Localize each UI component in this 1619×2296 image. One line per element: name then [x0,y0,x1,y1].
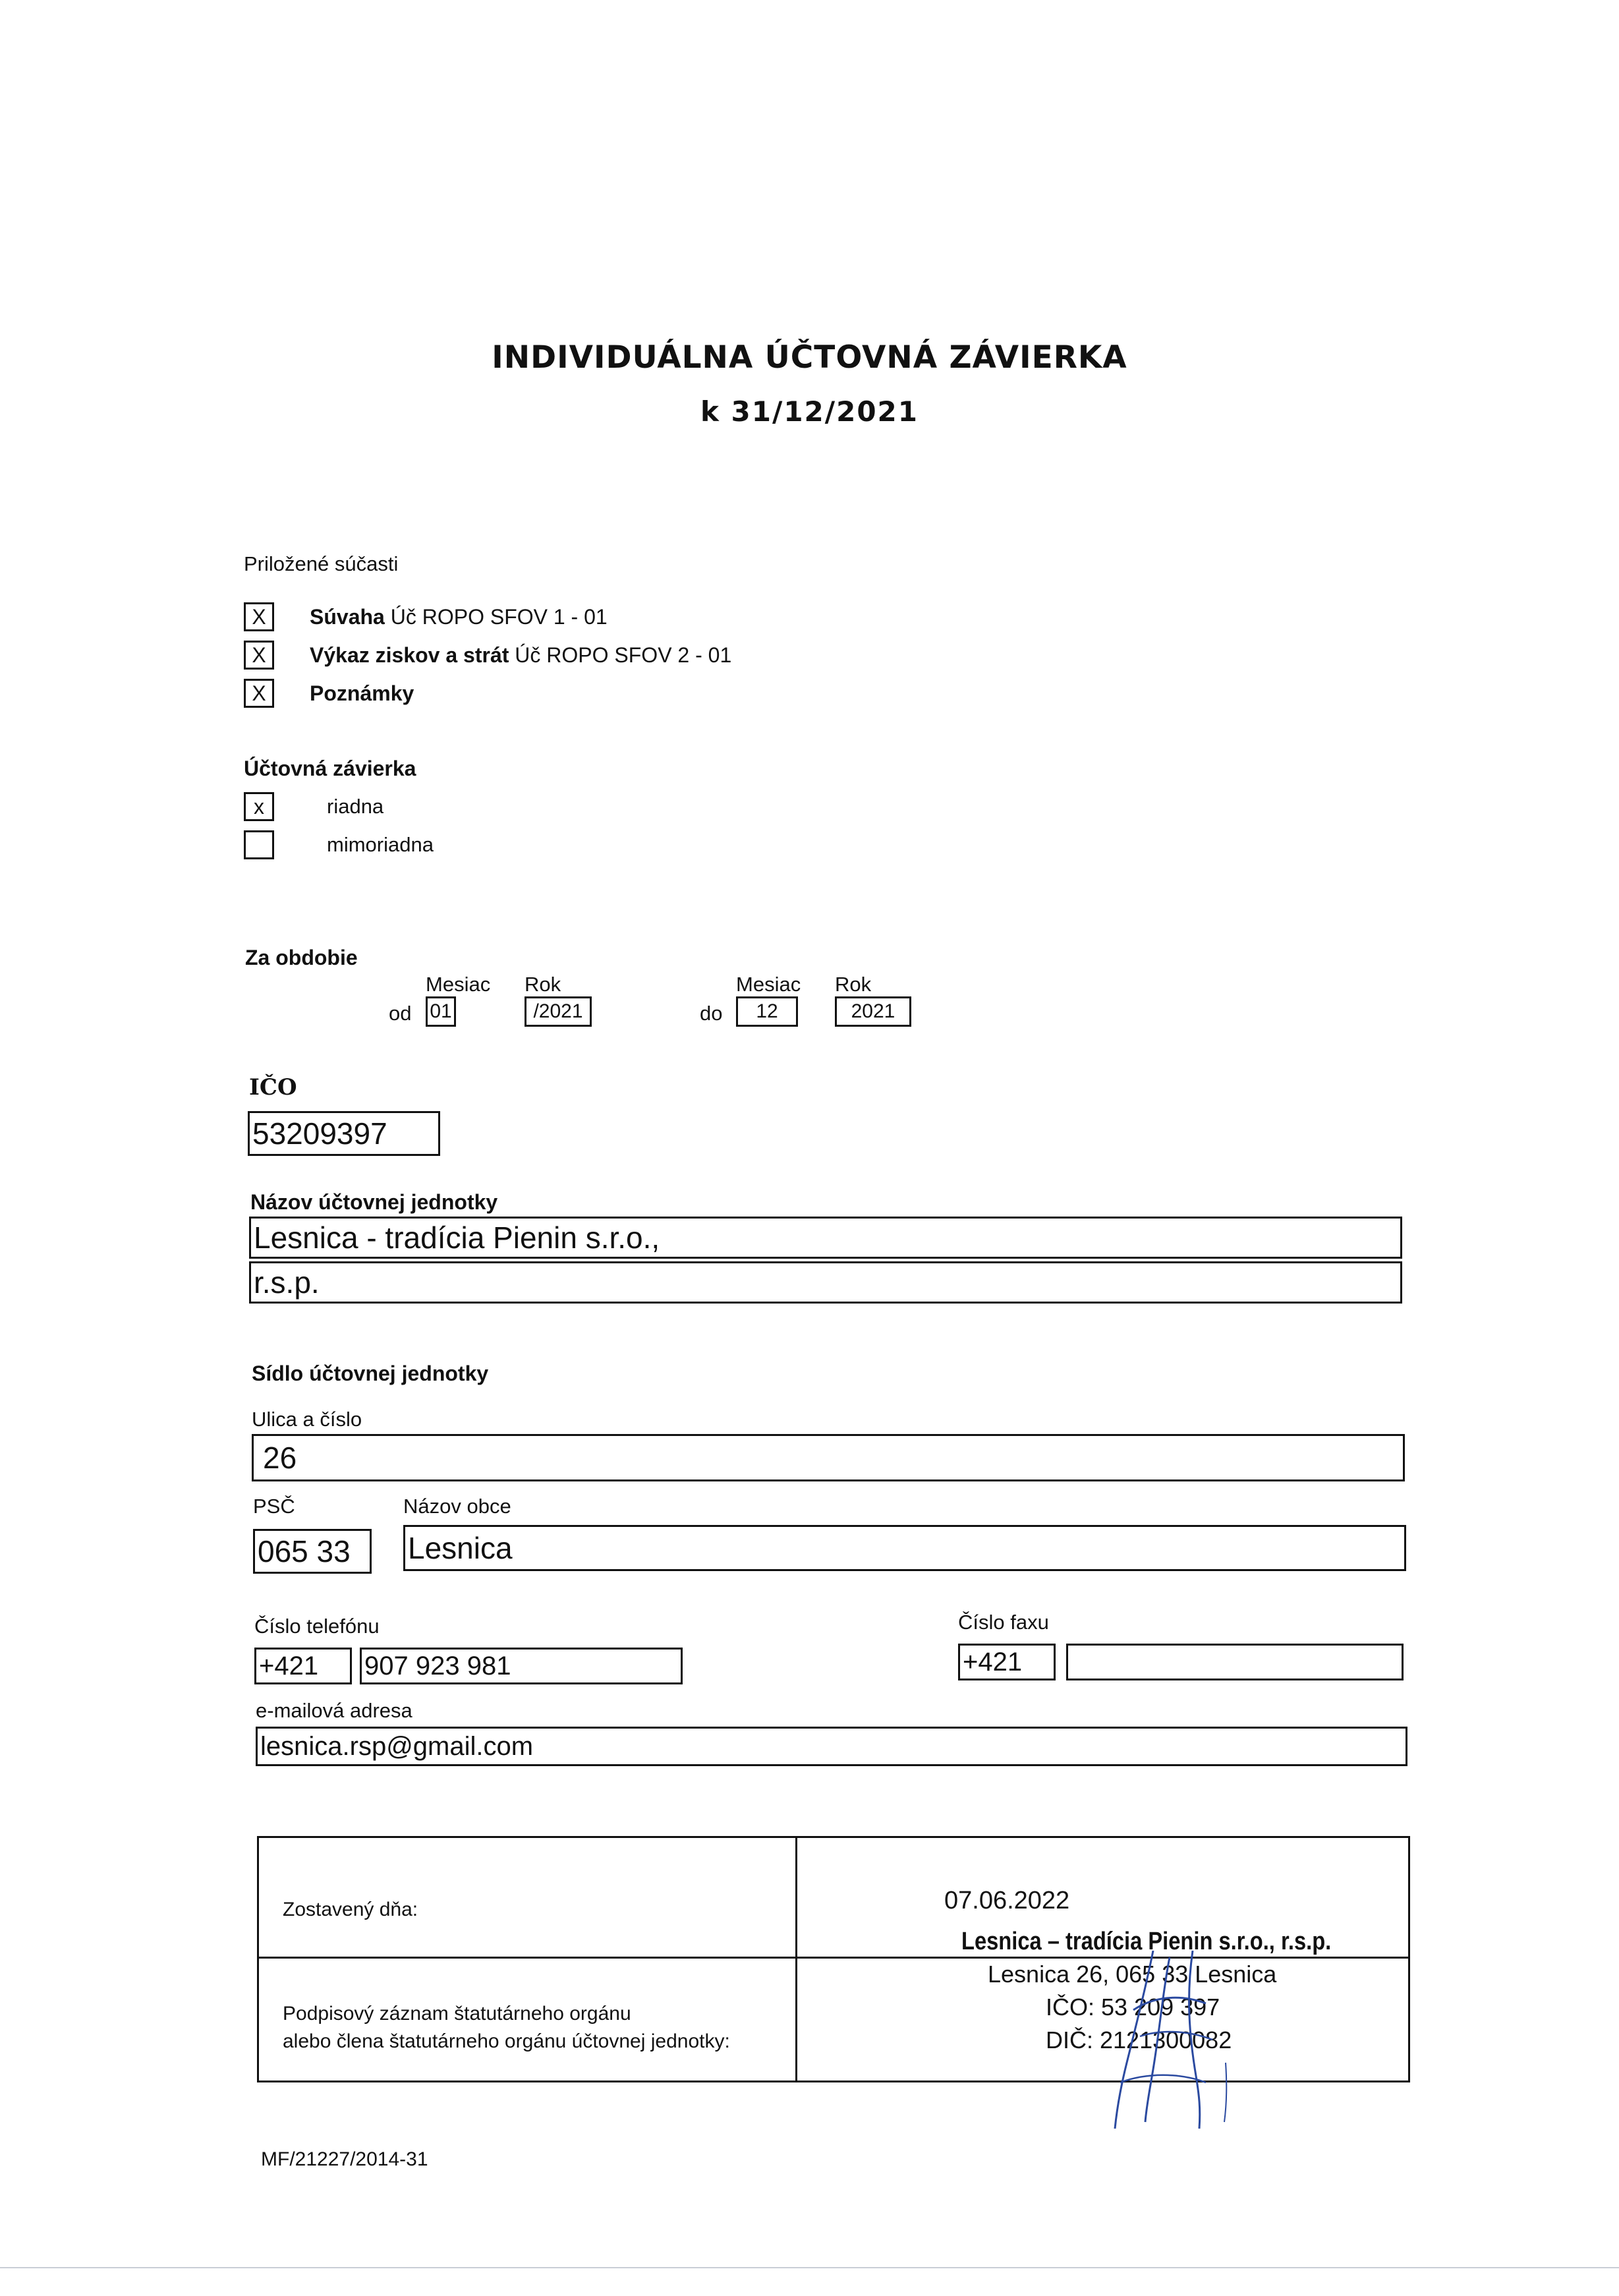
signature-label-line1: Podpisový záznam štatutárneho orgánu [283,2003,631,2024]
scan-edge-divider [0,2267,1619,2268]
to-year-label: Rok [835,973,872,996]
from-year-label: Rok [525,973,561,996]
email-field[interactable]: lesnica.rsp@gmail.com [256,1727,1407,1766]
compiled-date-label: Zostavený dňa: [283,1899,418,1920]
to-month-label: Mesiac [736,973,801,996]
stamp-line-ico: IČO: 53 209 397 [1046,1994,1220,2021]
ico-field[interactable]: 53209397 [248,1111,440,1156]
document-title: INDIVIDUÁLNA ÚČTOVNÁ ZÁVIERKA [492,339,1127,376]
ico-label: IČO [249,1074,297,1101]
entity-name-line1-field[interactable]: Lesnica - tradícia Pienin s.r.o., [249,1217,1402,1259]
period-label: Za obdobie [245,946,358,969]
statement-type-checkbox-mimoriadna[interactable] [244,830,274,859]
entity-name-line2-field[interactable]: r.s.p. [249,1261,1402,1304]
address-label: Sídlo účtovnej jednotky [252,1362,489,1385]
from-label: od [389,1002,412,1025]
attachment-name-vykaz: Výkaz ziskov a strát [310,643,509,667]
stamp-line-address: Lesnica 26, 065 33 Lesnica [988,1961,1277,1988]
attachment-code-vykaz: Úč ROPO SFOV 2 - 01 [515,643,732,667]
attachment-checkbox-poznamky[interactable]: X [244,679,274,708]
attachment-name-suvaha: Súvaha [310,605,385,629]
phone-prefix-field[interactable]: +421 [254,1648,352,1684]
form-code: MF/21227/2014-31 [261,2148,428,2170]
to-year-field[interactable]: 2021 [835,996,911,1027]
stamp-line-dic: DIČ: 2121300082 [1046,2026,1232,2053]
fax-field[interactable] [1066,1644,1404,1680]
document-date: k 31/12/2021 [700,395,919,428]
city-label: Názov obce [403,1495,511,1518]
attachment-checkbox-vykaz[interactable]: X [244,641,274,670]
city-field[interactable]: Lesnica [403,1525,1406,1571]
attachment-checkbox-suvaha[interactable]: X [244,602,274,631]
from-year-field[interactable]: /2021 [525,996,592,1027]
street-field[interactable]: 26 [252,1434,1405,1481]
phone-field[interactable]: 907 923 981 [360,1648,683,1684]
email-label: e-mailová adresa [256,1699,412,1722]
to-label: do [700,1002,723,1025]
statement-type-label-riadna: riadna [327,795,384,818]
handwritten-signature-icon [1054,1931,1265,2142]
signature-label-line2: alebo člena štatutárneho orgánu účtovnej jednotky: [283,2030,730,2052]
fax-label: Číslo faxu [958,1611,1049,1634]
fax-prefix-field[interactable]: +421 [958,1644,1056,1680]
entity-name-label: Názov účtovnej jednotky [250,1190,498,1214]
attachments-label: Priložené súčasti [244,552,399,575]
from-month-label: Mesiac [426,973,491,996]
attachment-code-suvaha: Úč ROPO SFOV 1 - 01 [390,605,608,629]
from-month-field[interactable]: 01 [426,996,456,1027]
zip-label: PSČ [253,1495,295,1518]
to-month-field[interactable]: 12 [736,996,798,1027]
attachment-name-poznamky: Poznámky [310,681,414,705]
zip-field[interactable]: 065 33 [253,1529,372,1574]
statement-type-label: Účtovná závierka [244,757,416,780]
statement-type-label-mimoriadna: mimoriadna [327,833,434,856]
attachment-row-vykaz [310,643,731,668]
stamp-line-company: Lesnica – tradícia Pienin s.r.o., r.s.p. [961,1928,1332,1955]
street-label: Ulica a číslo [252,1408,362,1431]
signature-table-vertical-divider [795,1838,797,2081]
compiled-date-value: 07.06.2022 [944,1887,1070,1914]
attachment-row-suvaha [310,605,608,629]
attachment-row-poznamky [310,681,414,706]
phone-label: Číslo telefónu [254,1615,380,1638]
statement-type-checkbox-riadna[interactable]: x [244,792,274,821]
